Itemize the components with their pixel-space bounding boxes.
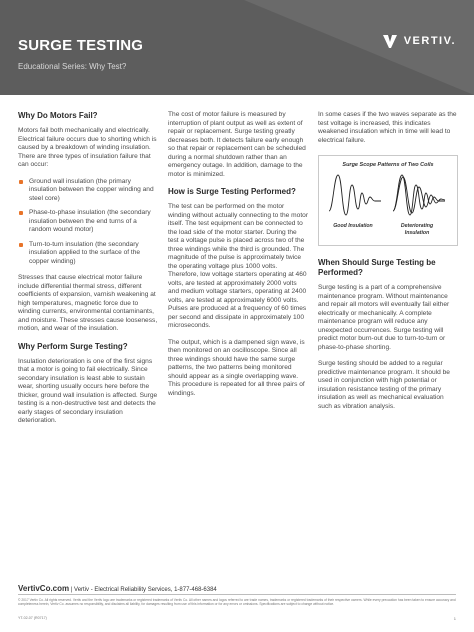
website-link[interactable]: VertivCo.com — [18, 584, 70, 593]
vertiv-logo[interactable] — [382, 33, 456, 49]
footer-divider — [18, 594, 456, 595]
footer — [18, 584, 456, 621]
paragraph: In some cases if the two waves separate as the test voltage is increased, this indicates weakened insulation which in time will lead to electrical failure. — [318, 111, 457, 144]
paragraph: Surge testing is a part of a comprehensive maintenance program. Without maintenance and repair all motors will eventually fail either electrically or mechanically. A complete maintenance program will reduce any unexpected occurrences. Surge testing will predict motor burn-out due to turn-to-turn or phase-to-phase shorting. — [318, 284, 450, 351]
vertiv-chevron-icon — [382, 33, 398, 49]
list-item: Turn-to-turn insulation (the secondary insulation applied to the surface of the copper winding) — [18, 241, 158, 267]
insulation-types-list — [18, 178, 158, 267]
paragraph: Insulation deterioration is one of the first signs that a motor is going to fail electrically. Since secondary insulation is least able to sustain wear, shorting usually occurs here before the thicker, ground wall insulation is affected. Surge testing is a non-destructive test and detects the early stages of secondary insulation deterioration. — [18, 357, 158, 424]
legal-notice: © 2017 Vertiv Co. All rights reserved. Vertiv and the Vertiv logo are trademarks or registered trademarks of Vertiv Co. All other names and logos referred to are trade names, trademarks or registered trademarks of their respective owners. While every precaution has been taken to ensure accuracy and completeness herein, Vertiv Co. assumes no responsibility, and disclaims all liability, for damages resulting from use of this information or for any errors or omissions. Specifications are subject to change without notice. — [18, 598, 456, 607]
figure-title: Surge Scope Patterns of Two Coils — [342, 162, 434, 168]
list-item: Ground wall insulation (the primary insulation between the copper winding and steel core) — [18, 178, 158, 204]
paragraph: Motors fail both mechanically and electrically. Electrical failure occurs due to shorting which is caused by a breakdown of winding insulation. There are three types of insulation failure that can occur: — [18, 127, 157, 168]
column-3 — [318, 111, 458, 419]
footer-contact-line — [18, 584, 456, 593]
page-subtitle: Educational Series: Why Test? — [18, 62, 127, 71]
heading-why-perform: Why Perform Surge Testing? — [18, 341, 128, 351]
column-1 — [18, 111, 158, 434]
surge-scope-figure — [318, 155, 458, 246]
contact-info: | Vertiv - Electrical Reliability Services, 1-877-468-6384 — [70, 587, 217, 593]
document-code: YT-02-07 (R0717) — [18, 616, 47, 620]
surge-waveforms — [325, 171, 451, 219]
list-item: Phase-to-phase insulation (the secondary insulation between the end turns of a random wound motor) — [18, 209, 158, 235]
header-banner — [0, 0, 474, 95]
paragraph: The output, which is a dampened sign wave, is then monitored on an oscilloscope. Since all three windings should have the same surge patterns, the two patterns being monitored should appear as a single overlapping wave. This procedure is repeated for all three pairs of windings. — [168, 338, 305, 397]
label-deteriorating-insulation: Deteriorating Insulation — [400, 223, 434, 236]
label-good-insulation: Good Insulation — [333, 223, 373, 229]
paragraph: The cost of motor failure is measured by interruption of plant output as well as extent of repair or replacement. Surge testing greatly decreases both. It detects failure early enough so that repair or replacement can be scheduled during a normal shutdown rather than an emergency outage. In addition, damage to the motor is minimized. — [168, 111, 306, 178]
column-2 — [168, 111, 308, 406]
brand-wordmark: VERTIV. — [403, 35, 456, 47]
paragraph: Stresses that cause electrical motor failure include differential thermal stress, different coefficients of expansion, varnish weakening at high temperatures, magnetic force due to winding currents, environmental contaminants, and moisture. These stresses cause looseness, motion, and wear of the insulation. — [18, 274, 158, 332]
heading-why-motors-fail: Why Do Motors Fail? — [18, 111, 98, 120]
page-number: 1 — [453, 616, 456, 621]
page-title: SURGE TESTING — [18, 37, 144, 54]
paragraph: The test can be performed on the motor winding without actually connecting to the motor itself. The test equipment can be connected to the load side of the motor starter. During the test a voltage pulse is placed across two of the three windings while the third is grounded. The magnitude of the pulse is approximately twice the operating voltage plus 1000 volts. Therefore, low voltage starters operating at 460 volts, are tested at approximately 2000 volts and medium voltage starters, operating at 2400 volts, are tested at approximately 6000 volts. Pulses are produced at a frequency of 60 times per second and dissipate in approximately 100 microseconds. — [168, 203, 309, 329]
heading-how-performed: How is Surge Testing Performed? — [168, 187, 296, 196]
heading-when-performed: When Should Surge Testing be Performed? — [318, 258, 436, 277]
good-insulation-waveform — [329, 175, 381, 215]
paragraph: Surge testing should be added to a regular predictive maintenance program. It should be used in conjunction with high potential or insulation resistance testing of the primary insulation as well as mechanical evaluation such as vibration analysis. — [318, 360, 450, 410]
